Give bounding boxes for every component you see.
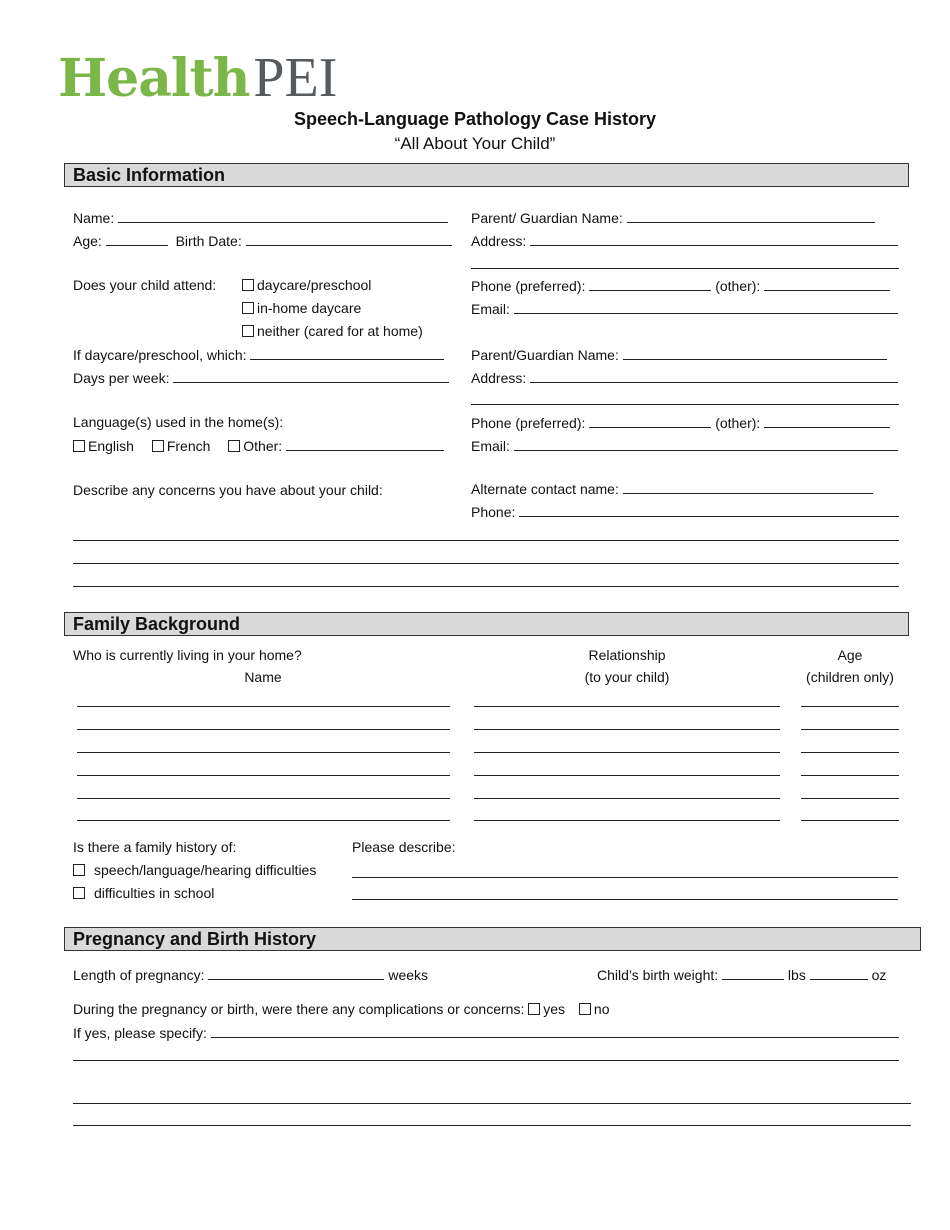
email2-label: Email: <box>471 438 510 454</box>
household-name-line-3[interactable] <box>77 752 450 753</box>
section-heading: Basic Information <box>73 165 226 185</box>
parent1-name-field[interactable] <box>471 209 875 226</box>
checkbox-icon[interactable] <box>579 1003 591 1015</box>
parent1-name-line[interactable] <box>627 209 875 223</box>
complications-no: no <box>593 1001 610 1017</box>
address1-field[interactable] <box>471 232 898 249</box>
address2-line[interactable] <box>530 369 898 383</box>
days-per-week-label: Days per week: <box>73 370 170 386</box>
concerns-line-2[interactable] <box>73 563 899 564</box>
household-age-line-4[interactable] <box>801 775 899 776</box>
attend-label: Does your child attend: <box>73 277 217 293</box>
email2-line[interactable] <box>514 437 898 451</box>
alternate-contact-label: Alternate contact name: <box>471 481 619 497</box>
language-options <box>73 437 444 454</box>
attend-option-inhome[interactable] <box>242 300 361 316</box>
email1-label: Email: <box>471 301 510 317</box>
address1-line2[interactable] <box>471 268 899 269</box>
health-pei-logo <box>58 46 337 110</box>
daycare-which-field[interactable] <box>73 346 444 363</box>
checkbox-icon[interactable] <box>152 440 164 452</box>
household-name-line-4[interactable] <box>77 775 450 776</box>
col-relationship-sub: (to your child) <box>584 669 670 685</box>
address2-label: Address: <box>471 370 527 386</box>
phone2-pref-label: Phone (preferred): <box>471 415 586 431</box>
days-per-week-line[interactable] <box>173 369 449 383</box>
lang-other-line[interactable] <box>286 437 444 451</box>
option-label: speech/language/hearing difficulties <box>94 862 317 878</box>
phone2-other-label: (other): <box>715 415 761 431</box>
alternate-phone-line[interactable] <box>519 503 899 517</box>
days-per-week-field[interactable] <box>73 369 449 386</box>
email2-field[interactable] <box>471 437 898 454</box>
household-rel-line-5[interactable] <box>474 798 780 799</box>
section-heading: Family Background <box>73 614 241 634</box>
complications-yes: yes <box>543 1001 566 1017</box>
address1-line[interactable] <box>530 232 898 246</box>
specify-field[interactable] <box>73 1024 899 1041</box>
checkbox-icon[interactable] <box>242 302 254 314</box>
specify-line-2[interactable] <box>73 1060 899 1061</box>
address2-field[interactable] <box>471 369 898 386</box>
checkbox-icon[interactable] <box>242 279 254 291</box>
parent2-name-field[interactable] <box>471 346 887 363</box>
option-label: in-home daycare <box>257 300 362 316</box>
phone1-other-label: (other): <box>715 278 761 294</box>
col-relationship-header: Relationship <box>588 647 666 663</box>
household-rel-line-2[interactable] <box>474 729 780 730</box>
parent2-name-label: Parent/Guardian Name: <box>471 347 619 363</box>
checkbox-icon[interactable] <box>242 325 254 337</box>
daycare-which-line[interactable] <box>250 346 444 360</box>
pregnancy-length-label: Length of pregnancy: <box>73 967 205 983</box>
name-label: Name: <box>73 210 115 226</box>
household-rel-line-6[interactable] <box>474 820 780 821</box>
section-heading: Pregnancy and Birth History <box>73 929 317 949</box>
option-label: neither (cared for at home) <box>257 323 423 339</box>
alternate-phone-field[interactable] <box>471 503 899 520</box>
household-age-line-2[interactable] <box>801 729 899 730</box>
address1-label: Address: <box>471 233 527 249</box>
languages-label: Language(s) used in the home(s): <box>73 414 284 430</box>
birth-weight-field <box>597 966 886 983</box>
birth-date-line[interactable] <box>246 232 452 246</box>
phone1-pref-label: Phone (preferred): <box>471 278 586 294</box>
name-line[interactable] <box>118 209 448 223</box>
household-age-line-3[interactable] <box>801 752 899 753</box>
lang-french: French <box>166 438 211 454</box>
household-name-line-6[interactable] <box>77 820 450 821</box>
household-rel-line-4[interactable] <box>474 775 780 776</box>
age-birth-row <box>73 232 452 249</box>
parent1-name-label: Parent/ Guardian Name: <box>471 210 623 226</box>
col-name-header: Name <box>244 669 282 685</box>
age-label: Age: <box>73 233 102 249</box>
phone2-row <box>471 414 890 431</box>
household-age-line-1[interactable] <box>801 706 899 707</box>
section-pregnancy-birth <box>64 927 921 951</box>
phone1-pref-line[interactable] <box>589 277 711 291</box>
phone2-other-line[interactable] <box>764 414 890 428</box>
section-basic-information <box>64 163 909 187</box>
household-age-line-6[interactable] <box>801 820 899 821</box>
specify-line-3[interactable] <box>73 1103 911 1104</box>
birth-weight-lbs-line[interactable] <box>722 966 784 980</box>
lbs-label: lbs <box>787 967 806 983</box>
birth-date-label: Birth Date: <box>175 233 242 249</box>
lang-english: English <box>88 438 134 454</box>
form-subtitle: “All About Your Child” <box>394 134 556 153</box>
concerns-line-1[interactable] <box>73 540 899 541</box>
phone1-row <box>471 277 890 294</box>
household-rel-line-3[interactable] <box>474 752 780 753</box>
household-name-line-2[interactable] <box>77 729 450 730</box>
describe-line-1[interactable] <box>352 877 898 878</box>
household-age-line-5[interactable] <box>801 798 899 799</box>
specify-line-4[interactable] <box>73 1125 911 1126</box>
household-name-line-1[interactable] <box>77 706 450 707</box>
email1-line[interactable] <box>514 300 898 314</box>
attend-option-daycare[interactable] <box>242 277 371 293</box>
specify-label: If yes, please specify: <box>73 1025 207 1041</box>
name-field[interactable] <box>73 209 448 226</box>
history-option-speech[interactable] <box>73 862 316 878</box>
checkbox-icon[interactable] <box>73 864 85 876</box>
alternate-phone-label: Phone: <box>471 504 516 520</box>
age-line[interactable] <box>106 232 168 246</box>
attend-option-neither[interactable] <box>242 323 423 339</box>
please-describe-label: Please describe: <box>352 839 456 855</box>
section-family-background <box>64 612 909 636</box>
phone1-other-line[interactable] <box>764 277 890 291</box>
checkbox-icon[interactable] <box>73 440 85 452</box>
who-living-label: Who is currently living in your home? <box>73 647 302 663</box>
complications-label: During the pregnancy or birth, were there any complications or concerns: <box>73 1001 525 1017</box>
checkbox-icon[interactable] <box>228 440 240 452</box>
daycare-which-label: If daycare/preschool, which: <box>73 347 247 363</box>
household-name-line-5[interactable] <box>77 798 450 799</box>
history-option-school[interactable] <box>73 885 214 901</box>
phone2-pref-line[interactable] <box>589 414 711 428</box>
pregnancy-length-field[interactable] <box>73 966 428 983</box>
logo-pei-text: PEI <box>253 47 338 109</box>
email1-field[interactable] <box>471 300 898 317</box>
checkbox-icon[interactable] <box>528 1003 540 1015</box>
oz-label: oz <box>871 967 887 983</box>
describe-line-2[interactable] <box>352 899 898 900</box>
alternate-contact-line[interactable] <box>623 480 873 494</box>
option-label: daycare/preschool <box>257 277 372 293</box>
birth-weight-label: Child’s birth weight: <box>597 967 719 983</box>
specify-line[interactable] <box>211 1024 899 1038</box>
birth-weight-oz-line[interactable] <box>810 966 868 980</box>
weeks-label: weeks <box>388 967 429 983</box>
form-title: Speech-Language Pathology Case History <box>293 109 657 129</box>
address2-line2[interactable] <box>471 404 899 405</box>
concerns-label: Describe any concerns you have about your child: <box>73 482 383 498</box>
col-age-sub: (children only) <box>806 669 894 685</box>
concerns-line-3[interactable] <box>73 586 899 587</box>
family-history-label: Is there a family history of: <box>73 839 237 855</box>
option-label: difficulties in school <box>94 885 215 901</box>
col-age-header: Age <box>837 647 863 663</box>
complications-row <box>73 1001 610 1017</box>
pregnancy-length-line[interactable] <box>208 966 384 980</box>
alternate-contact-field[interactable] <box>471 480 873 497</box>
household-rel-line-1[interactable] <box>474 706 780 707</box>
parent2-name-line[interactable] <box>623 346 887 360</box>
logo-health-text: Health <box>58 48 250 109</box>
lang-other: Other: <box>243 438 283 454</box>
checkbox-icon[interactable] <box>73 887 85 899</box>
